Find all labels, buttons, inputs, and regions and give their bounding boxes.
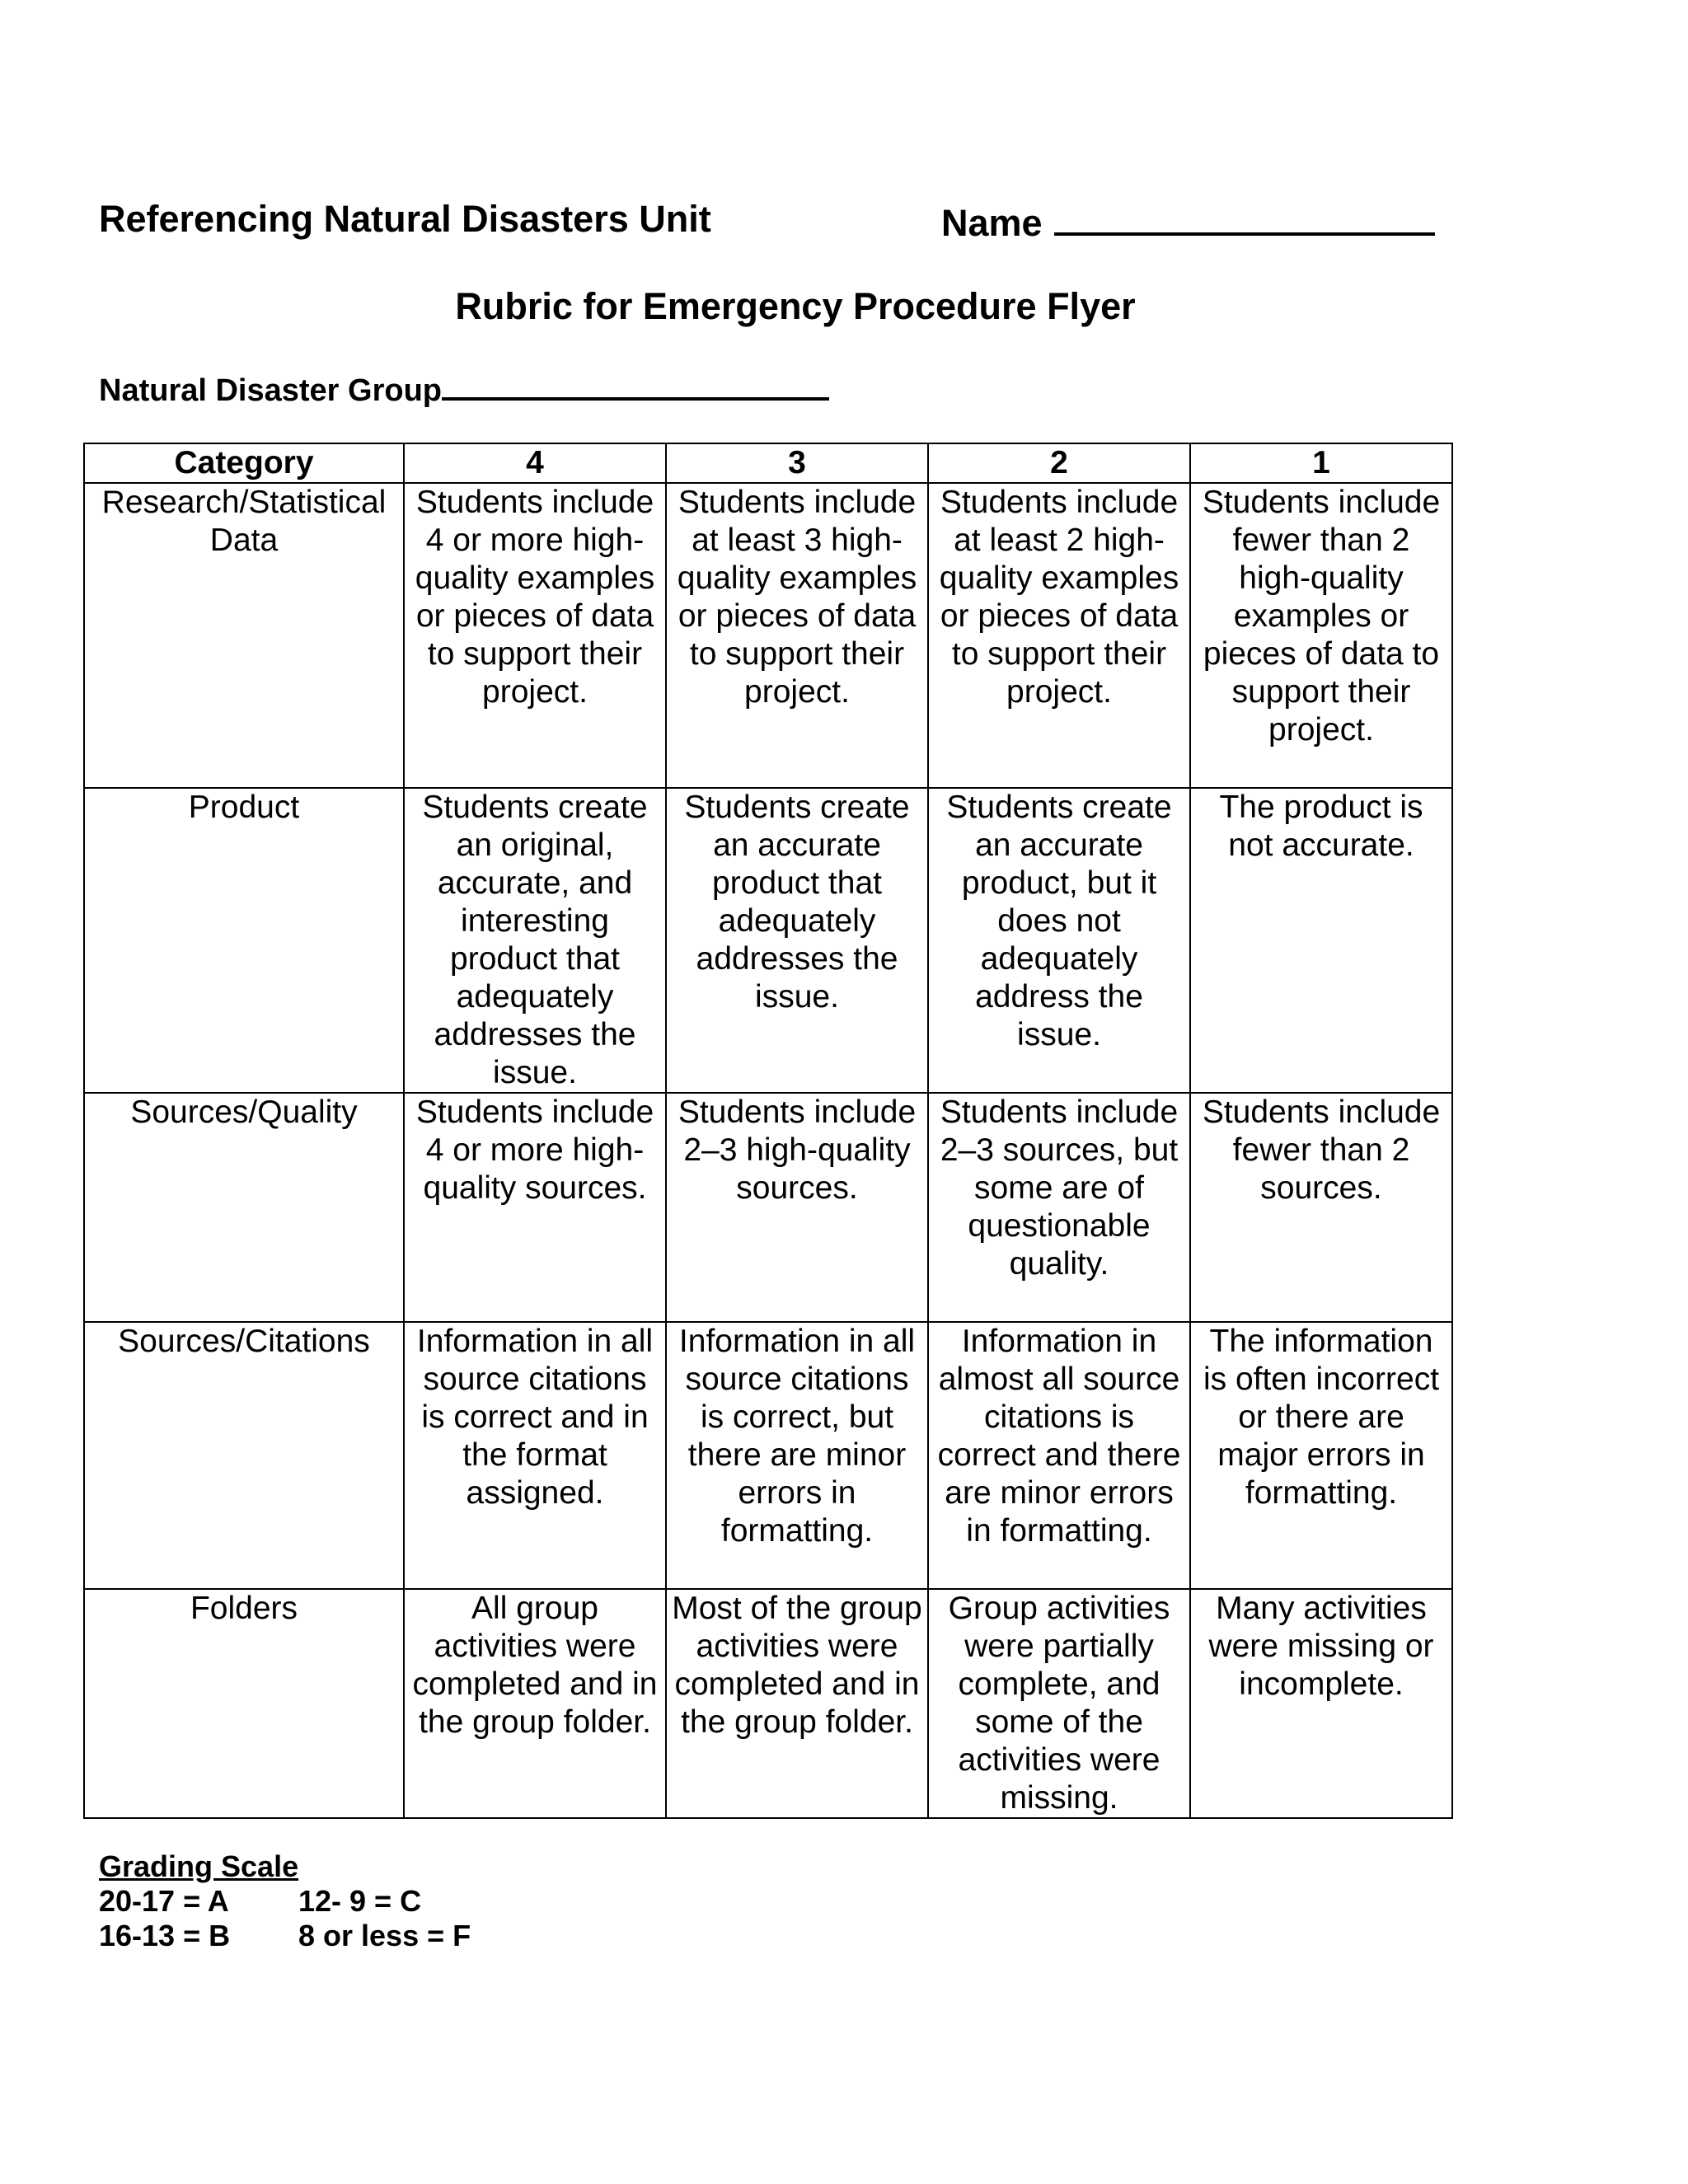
- unit-title: Referencing Natural Disasters Unit: [99, 198, 711, 240]
- rubric-cell: Most of the group activities were completed and in the group folder.: [666, 1589, 928, 1818]
- rubric-cell: The product is not accurate.: [1190, 788, 1452, 1093]
- rubric-cell: Students create an accurate product, but it does not adequately address the issue.: [928, 788, 1190, 1093]
- grade-c: 12- 9 = C: [298, 1884, 422, 1918]
- row-category: Sources/Citations: [84, 1322, 404, 1589]
- table-row: [84, 1322, 1452, 1589]
- column-header-score-3: 3: [666, 443, 928, 483]
- table-row: [84, 1093, 1452, 1322]
- rubric-cell: Information in almost all source citations is correct and there are minor errors in formatting.: [928, 1322, 1190, 1589]
- rubric-cell: Students include fewer than 2 high-quality examples or pieces of data to support their project.: [1190, 483, 1452, 788]
- table-row: [84, 1589, 1452, 1818]
- table-row: [84, 788, 1452, 1093]
- row-category: Research/Statistical Data: [84, 483, 404, 788]
- rubric-cell: Students include at least 3 high-quality examples or pieces of data to support their project.: [666, 483, 928, 788]
- name-blank-line: [1054, 194, 1435, 236]
- document-header: [99, 194, 1451, 244]
- row-category: Folders: [84, 1589, 404, 1818]
- table-row: [84, 483, 1452, 788]
- rubric-cell: Students include 4 or more high-quality examples or pieces of data to support their project.: [404, 483, 666, 788]
- rubric-cell: Students create an accurate product that adequately addresses the issue.: [666, 788, 928, 1093]
- group-label: Natural Disaster Group: [99, 373, 442, 408]
- row-category: Product: [84, 788, 404, 1093]
- column-header-score-4: 4: [404, 443, 666, 483]
- grade-line-2: [99, 1919, 471, 1953]
- group-blank-line: [442, 364, 829, 401]
- rubric-cell: Students include 4 or more high-quality sources.: [404, 1093, 666, 1322]
- column-header-score-1: 1: [1190, 443, 1452, 483]
- grade-line-1: [99, 1884, 422, 1919]
- rubric-cell: Students include at least 2 high-quality examples or pieces of data to support their project.: [928, 483, 1190, 788]
- rubric-cell: All group activities were completed and in the group folder.: [404, 1589, 666, 1818]
- column-header-score-2: 2: [928, 443, 1190, 483]
- grading-scale-title: Grading Scale: [99, 1849, 299, 1883]
- rubric-cell: Information in all source citations is correct, but there are minor errors in formatting.: [666, 1322, 928, 1589]
- rubric-title: Rubric for Emergency Procedure Flyer: [455, 285, 1136, 327]
- rubric-cell: Group activities were partially complete, and some of the activities were missing.: [928, 1589, 1190, 1818]
- column-header-category: Category: [84, 443, 404, 483]
- name-field: [941, 194, 1435, 248]
- grade-a: 20-17 = A: [99, 1884, 229, 1918]
- rubric-cell: Students include 2–3 sources, but some are of questionable quality.: [928, 1093, 1190, 1322]
- rubric-cell: Students include 2–3 high-quality sources.: [666, 1093, 928, 1322]
- table-header-row: [84, 443, 1452, 483]
- grading-scale: [99, 1849, 471, 1953]
- name-label: Name: [941, 202, 1043, 244]
- group-field: [99, 364, 829, 412]
- rubric-cell: Students include fewer than 2 sources.: [1190, 1093, 1452, 1322]
- row-category: Sources/Quality: [84, 1093, 404, 1322]
- grade-b: 16-13 = B: [99, 1919, 231, 1952]
- grade-f: 8 or less = F: [298, 1919, 471, 1952]
- rubric-table: [83, 443, 1453, 1819]
- rubric-cell: Students create an original, accurate, and interesting product that adequately addresses the issue.: [404, 788, 666, 1093]
- rubric-cell: Information in all source citations is correct and in the format assigned.: [404, 1322, 666, 1589]
- rubric-cell: Many activities were missing or incomplete.: [1190, 1589, 1452, 1818]
- rubric-cell: The information is often incorrect or there are major errors in formatting.: [1190, 1322, 1452, 1589]
